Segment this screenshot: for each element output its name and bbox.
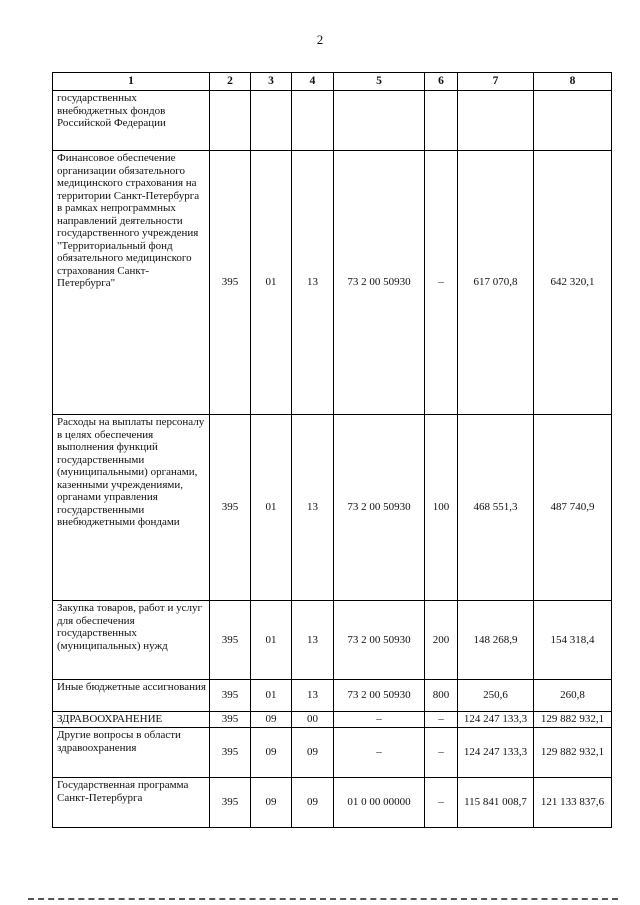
cell-section	[251, 91, 292, 151]
cell-expense-type: –	[425, 778, 458, 828]
row-name: Расходы на выплаты персоналу в целях обеспечения выполнения функций государственными (муниципальными) органами, казенными учреждениями, органами управления государственными внебюджетными фондами	[53, 415, 210, 601]
table-row	[53, 712, 612, 728]
row-name: Финансовое обеспечение организации обязательного медицинского страхования на территории Санкт-Петербурга в рамках непрограммных направлений деятельности государственного учреждения "Территориальный фонд обязательного медицинского страхования Санкт-Петербурга"	[53, 151, 210, 415]
cell-target-article: –	[334, 712, 425, 728]
cell-amount-year2: 129 882 932,1	[534, 712, 612, 728]
cell-amount-year1: 115 841 008,7	[458, 778, 534, 828]
cell-ministry: 395	[210, 151, 251, 415]
cell-amount-year1: 250,6	[458, 680, 534, 712]
cell-expense-type	[425, 91, 458, 151]
header-col-7: 7	[458, 73, 534, 91]
cell-expense-type: 800	[425, 680, 458, 712]
cell-amount-year2: 487 740,9	[534, 415, 612, 601]
cell-subsection: 13	[292, 601, 334, 680]
table-row	[53, 91, 612, 151]
cell-amount-year1	[458, 91, 534, 151]
cell-ministry	[210, 91, 251, 151]
cell-expense-type: –	[425, 712, 458, 728]
cell-target-article	[334, 91, 425, 151]
cell-section: 09	[251, 778, 292, 828]
cell-section: 01	[251, 680, 292, 712]
page-number: 2	[316, 32, 324, 47]
row-name: ЗДРАВООХРАНЕНИЕ	[53, 712, 210, 728]
table-header-row	[53, 73, 612, 91]
header-col-2: 2	[210, 73, 251, 91]
cell-amount-year2: 154 318,4	[534, 601, 612, 680]
cell-subsection: 09	[292, 728, 334, 778]
cell-subsection: 13	[292, 680, 334, 712]
cell-expense-type: 200	[425, 601, 458, 680]
header-col-8: 8	[534, 73, 612, 91]
header-col-6: 6	[425, 73, 458, 91]
cell-amount-year2: 260,8	[534, 680, 612, 712]
cell-amount-year2: 129 882 932,1	[534, 728, 612, 778]
cell-ministry: 395	[210, 601, 251, 680]
cell-ministry: 395	[210, 728, 251, 778]
cell-expense-type: –	[425, 728, 458, 778]
cell-subsection: 13	[292, 415, 334, 601]
row-name: Закупка товаров, работ и услуг для обеспечения государственных (муниципальных) нужд	[53, 601, 210, 680]
cell-amount-year2	[534, 91, 612, 151]
cell-expense-type: 100	[425, 415, 458, 601]
cell-ministry: 395	[210, 415, 251, 601]
cell-subsection: 13	[292, 151, 334, 415]
cell-amount-year1: 124 247 133,3	[458, 728, 534, 778]
cell-section: 09	[251, 728, 292, 778]
cell-expense-type: –	[425, 151, 458, 415]
cell-ministry: 395	[210, 712, 251, 728]
cell-subsection: 00	[292, 712, 334, 728]
cell-target-article: 73 2 00 50930	[334, 680, 425, 712]
table-row	[53, 728, 612, 778]
cell-section: 01	[251, 601, 292, 680]
row-name: Другие вопросы в области здравоохранения	[53, 728, 210, 778]
cell-target-article: 73 2 00 50930	[334, 415, 425, 601]
cell-target-article: –	[334, 728, 425, 778]
cell-subsection	[292, 91, 334, 151]
cell-section: 09	[251, 712, 292, 728]
row-name: Иные бюджетные ассигнования	[53, 680, 210, 712]
table-row	[53, 778, 612, 828]
header-col-4: 4	[292, 73, 334, 91]
cell-amount-year1: 148 268,9	[458, 601, 534, 680]
cell-amount-year2: 642 320,1	[534, 151, 612, 415]
cell-ministry: 395	[210, 778, 251, 828]
cell-ministry: 395	[210, 680, 251, 712]
cell-amount-year1: 124 247 133,3	[458, 712, 534, 728]
table-row	[53, 151, 612, 415]
cell-target-article: 01 0 00 00000	[334, 778, 425, 828]
cell-target-article: 73 2 00 50930	[334, 151, 425, 415]
footer-divider	[28, 898, 618, 900]
row-name: Государственная программа Санкт-Петербурга	[53, 778, 210, 828]
budget-table	[52, 72, 612, 828]
table-row	[53, 601, 612, 680]
row-name: государственных внебюджетных фондов Российской Федерации	[53, 91, 210, 151]
table-row	[53, 680, 612, 712]
header-col-3: 3	[251, 73, 292, 91]
cell-amount-year1: 617 070,8	[458, 151, 534, 415]
cell-target-article: 73 2 00 50930	[334, 601, 425, 680]
table-row	[53, 415, 612, 601]
cell-subsection: 09	[292, 778, 334, 828]
cell-amount-year2: 121 133 837,6	[534, 778, 612, 828]
header-col-5: 5	[334, 73, 425, 91]
cell-amount-year1: 468 551,3	[458, 415, 534, 601]
header-col-1: 1	[53, 73, 210, 91]
cell-section: 01	[251, 151, 292, 415]
cell-section: 01	[251, 415, 292, 601]
